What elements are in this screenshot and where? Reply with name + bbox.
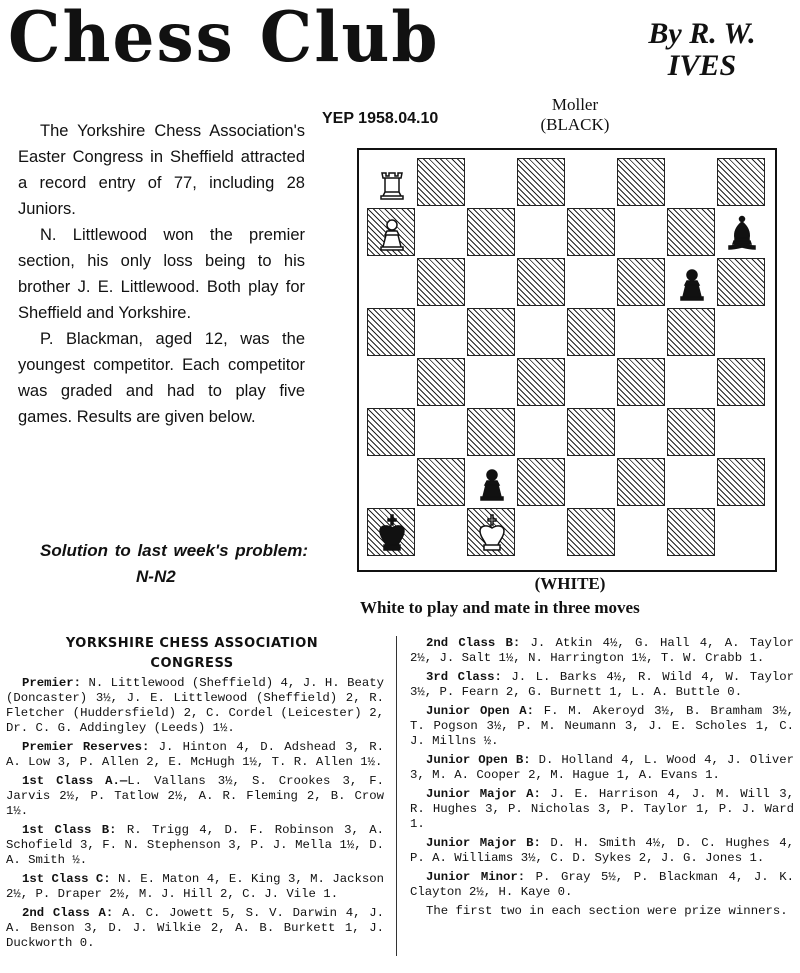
result-scores: N. E. Maton 4, E. King 3, M. Jackson 2½, P. Draper 2½, M. J. Hill 2, C. J. Vile 1. [6,872,384,901]
result-entry [6,823,384,868]
white-rook-icon [368,159,416,207]
black-bishop-icon [718,209,766,257]
board-square [717,308,765,356]
white-side-label: (WHITE) [534,574,606,593]
board-square [617,358,665,406]
result-scores: A. C. Jowett 5, S. V. Darwin 4, J. A. Benson 3, D. J. Wilkie 2, A. B. Burkett 1, J. Duckworth 0. [6,906,384,950]
board-square [667,358,715,406]
board-square [667,158,715,206]
result-entry [6,906,384,951]
board-square [467,308,515,356]
black-king-icon [368,509,416,557]
board-square [567,508,615,556]
board-square [417,508,465,556]
result-section-name: 3rd Class: [426,670,502,684]
results-column-left [6,676,384,955]
result-scores: The first two in each section were prize winners. [426,904,788,918]
result-entry [410,870,794,900]
result-entry [410,787,794,832]
board-square [417,308,465,356]
result-entry [410,753,794,783]
result-scores: L. Vallans 3½, S. Crookes 3, F. Jarvis 2½, P. Tatlow 2½, A. R. Fleming 2, B. Crow 1½. [6,774,384,818]
result-entry [6,774,384,819]
black-player-name: Moller [551,95,599,114]
board-square [417,208,465,256]
board-square [417,408,465,456]
black-player-label [520,95,630,135]
result-scores: R. Trigg 4, D. F. Robinson 3, A. Schofield 3, F. N. Stephenson 3, P. J. Mella 1½, D. A. Smith ½. [6,823,384,867]
result-scores: J. E. Harrison 4, J. M. Will 3, R. Hughes 3, P. Nicholas 3, P. Taylor 1, P. J. Ward 1. [410,787,794,831]
board-square [717,508,765,556]
result-scores: F. M. Akeroyd 3½, B. Bramham 3½, T. Pogson 3½, P. M. Neumann 3, J. E. Scholes 1, C. J. Millns ½. [410,704,794,748]
solution-block [40,538,308,590]
result-entry [6,676,384,736]
board-square [567,358,615,406]
result-scores: D. Holland 4, L. Wood 4, J. Oliver 3, M. A. Cooper 2, M. Hague 1, A. Evans 1. [410,753,794,782]
board-square [467,158,515,206]
result-scores: P. Gray 5½, P. Blackman 4, J. K. Clayton 2½, H. Kaye 0. [410,870,794,899]
result-entry [410,704,794,749]
board-square [617,308,665,356]
board-square [617,258,665,306]
result-section-name: 1st Class A.— [22,774,128,788]
results-heading-line: CONGRESS [150,656,234,671]
board-square [517,408,565,456]
result-section-name: Premier: [22,676,82,690]
result-scores: J. Atkin 4½, G. Hall 4, A. Taylor 2½, J. Salt 1½, N. Harrington 1½, T. W. Crabb 1. [410,636,794,665]
board-square [667,208,715,256]
black-pawn-icon [468,459,516,507]
board-square [517,358,565,406]
board-square [667,458,715,506]
result-section-name: Junior Open A: [426,704,535,718]
result-scores: N. Littlewood (Sheffield) 4, J. H. Beaty (Doncaster) 3½, J. E. Littlewood (Sheffield) 2, R. Fletcher (Huddersfield) 2, C. Cordel (Leicester) 2, Dr. C. G. Addingley (Leeds) 1½. [6,676,384,735]
board-square [567,208,615,256]
source-tag: YEP 1958.04.10 [322,110,439,127]
result-section-name: 2nd Class B: [426,636,521,650]
results-heading-line: YORKSHIRE CHESS ASSOCIATION [65,636,319,651]
board-square [417,158,465,206]
solution-label: Solution to last week's problem: [40,541,308,560]
board-square [367,358,415,406]
board-square [617,158,665,206]
board-square [517,458,565,506]
result-section-name: Junior Major B: [426,836,541,850]
result-section-name: Junior Minor: [426,870,526,884]
board-square [717,408,765,456]
board-square [367,308,415,356]
board-square [467,408,515,456]
solution-move: N-N2 [136,567,176,586]
intro-paragraph: N. Littlewood won the premier section, his only loss being to his brother J. E. Littlewood. Both play for Sheffield and Yorkshire. [18,226,305,322]
board-square [617,458,665,506]
result-section-name: 2nd Class A: [22,906,114,920]
white-king-icon [468,509,516,557]
board-square [517,158,565,206]
intro-paragraph: P. Blackman, aged 12, was the youngest competitor. Each competitor was graded and had to play five games. Results are given below. [18,330,305,426]
result-entry [410,904,794,919]
byline-line-2: IVES [667,49,737,82]
result-section-name: 1st Class B: [22,823,117,837]
intro-paragraph: The Yorkshire Chess Association's Easter Congress in Sheffield attracted a record entry of 77, including 28 Juniors. [18,122,305,218]
board-square [717,358,765,406]
result-section-name: Junior Major A: [426,787,541,801]
board-square [667,308,715,356]
board-square [467,358,515,406]
board-square [517,208,565,256]
board-square [567,158,615,206]
black-pawn-icon [668,259,716,307]
board-square [667,408,715,456]
intro-text [18,118,305,430]
board-square [717,158,765,206]
board-square [717,258,765,306]
board-square [567,408,615,456]
byline [612,18,792,82]
board-square [467,258,515,306]
board-square [617,508,665,556]
problem-task: White to play and mate in three moves [360,598,640,617]
board-square [617,408,665,456]
result-section-name: 1st Class C: [22,872,111,886]
byline-line-1: By R. W. [648,17,756,50]
white-pawn-icon [368,209,416,257]
result-entry [6,872,384,902]
column-divider [396,636,397,956]
result-scores: D. H. Smith 4½, D. C. Hughes 4, P. A. Williams 3½, C. D. Sykes 2, J. G. Jones 1. [410,836,794,865]
board-square [617,208,665,256]
board-square [367,258,415,306]
board-square [517,308,565,356]
board-square [517,258,565,306]
board-square [417,458,465,506]
board-square [467,208,515,256]
result-section-name: Junior Open B: [426,753,531,767]
result-entry [6,740,384,770]
board-square [417,258,465,306]
results-column-right [410,636,794,923]
board-square [367,458,415,506]
board-square [567,308,615,356]
board-square [667,508,715,556]
chess-board [357,148,777,572]
result-scores: J. L. Barks 4½, R. Wild 4, W. Taylor 3½, P. Fearn 2, G. Burnett 1, L. A. Buttle 0. [410,670,794,699]
board-square [567,458,615,506]
board-square [367,408,415,456]
board-square [567,258,615,306]
result-entry [410,670,794,700]
black-side-label: (BLACK) [540,115,610,134]
result-scores: J. Hinton 4, D. Adshead 3, R. A. Low 3, P. Allen 2, E. McHugh 1½, T. R. Allen 1½. [6,740,384,769]
result-entry [410,836,794,866]
result-entry [410,636,794,666]
masthead-title: Chess Club [8,0,440,78]
board-square [517,508,565,556]
board-square [417,358,465,406]
board-square [717,458,765,506]
results-heading [32,634,352,674]
result-section-name: Premier Reserves: [22,740,150,754]
